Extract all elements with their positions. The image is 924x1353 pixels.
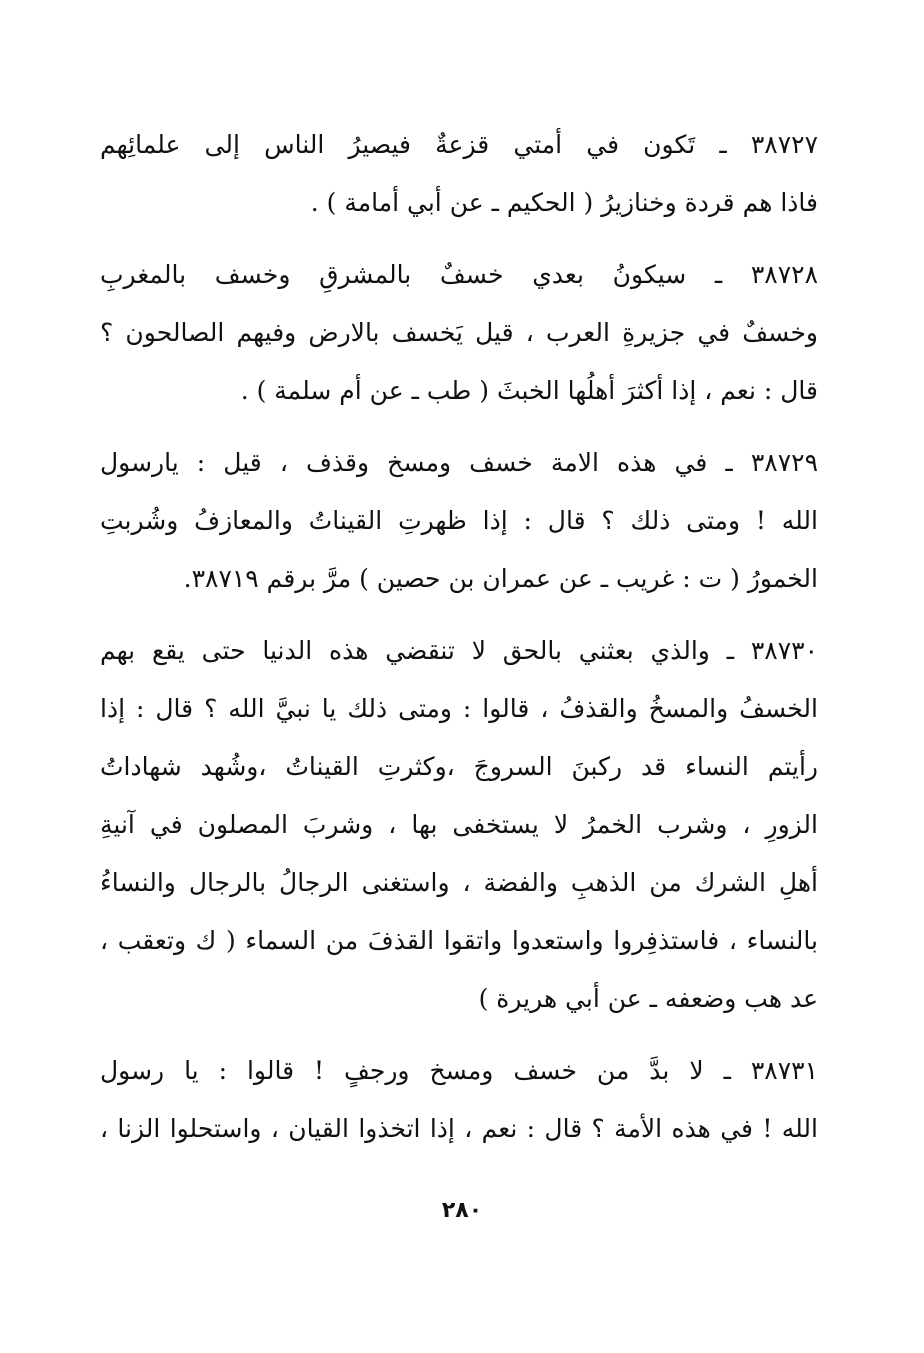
text-line: الله ! في هذه الأمة ؟ قال : نعم ، إذا اتخذوا القيان ، واستحلوا الزنا ،: [100, 1114, 818, 1143]
text-line: عد هب وضعفه ـ عن أبي هريرة ): [478, 984, 818, 1013]
text-line: بالنساء ، فاستذفِروا واستعدوا واتقوا القذفَ من السماء ( ك وتعقب ،: [100, 926, 818, 955]
hadith-38731: [100, 1042, 818, 1158]
hadith-38727: [100, 116, 818, 232]
text-line: الخسفُ والمسخُ والقذفُ ، قالوا : ومتى ذلك يا نبيَّ الله ؟ قال : إذا: [100, 694, 818, 723]
text-line: الله ! ومتى ذلك ؟ قال : إذا ظهرتِ القيناتُ والمعازفُ وشُربتِ: [100, 506, 818, 535]
page-number: ٢٨٠: [441, 1198, 483, 1223]
text-line: ٣٨٧٢٧ ـ تَكون في أمتي قزعةٌ فيصيرُ الناس إلى علمائِهم: [100, 130, 818, 159]
hadith-38728: [100, 246, 818, 420]
text-line: ٣٨٧٣١ ـ لا بدَّ من خسف ومسخ ورجفٍ ! قالوا : يا رسول: [100, 1056, 818, 1085]
hadith-38729: [100, 434, 818, 608]
text-line: أهلِ الشرك من الذهبِ والفضة ، واستغنى الرجالُ بالرجال والنساءُ: [100, 868, 818, 897]
text-line: ٣٨٧٣٠ ـ والذي بعثني بالحق لا تنقضي هذه الدنيا حتى يقع بهم: [100, 636, 818, 665]
hadith-text: [100, 116, 818, 1158]
text-line: رأيتم النساء قد ركبنَ السروجَ ،وكثرتِ القيناتُ ،وشُهد شهاداتُ: [100, 752, 818, 781]
text-line: فاذا هم قردة وخنازيرُ ( الحكيم ـ عن أبي أمامة ) .: [310, 188, 818, 217]
text-line: الخمورُ ( ت : غريب ـ عن عمران بن حصين ) مرَّ برقم ٣٨٧١٩.: [183, 564, 818, 593]
hadith-38730: [100, 622, 818, 1028]
text-line: وخسفٌ في جزيرةِ العرب ، قيل يَخسف بالارض وفيهم الصالحون ؟: [100, 318, 818, 347]
text-line: ٣٨٧٢٨ ـ سيكونُ بعدي خسفٌ بالمشرقِ وخسف بالمغربِ: [100, 260, 818, 289]
text-line: الزورِ ، وشرب الخمرُ لا يستخفى بها ، وشربَ المصلون في آنيةِ: [100, 810, 818, 839]
text-line: ٣٨٧٢٩ ـ في هذه الامة خسف ومسخ وقذف ، قيل : يارسول: [100, 448, 818, 477]
text-line: قال : نعم ، إذا أكثرَ أهلُها الخبثَ ( طب ـ عن أم سلمة ) .: [240, 376, 818, 405]
